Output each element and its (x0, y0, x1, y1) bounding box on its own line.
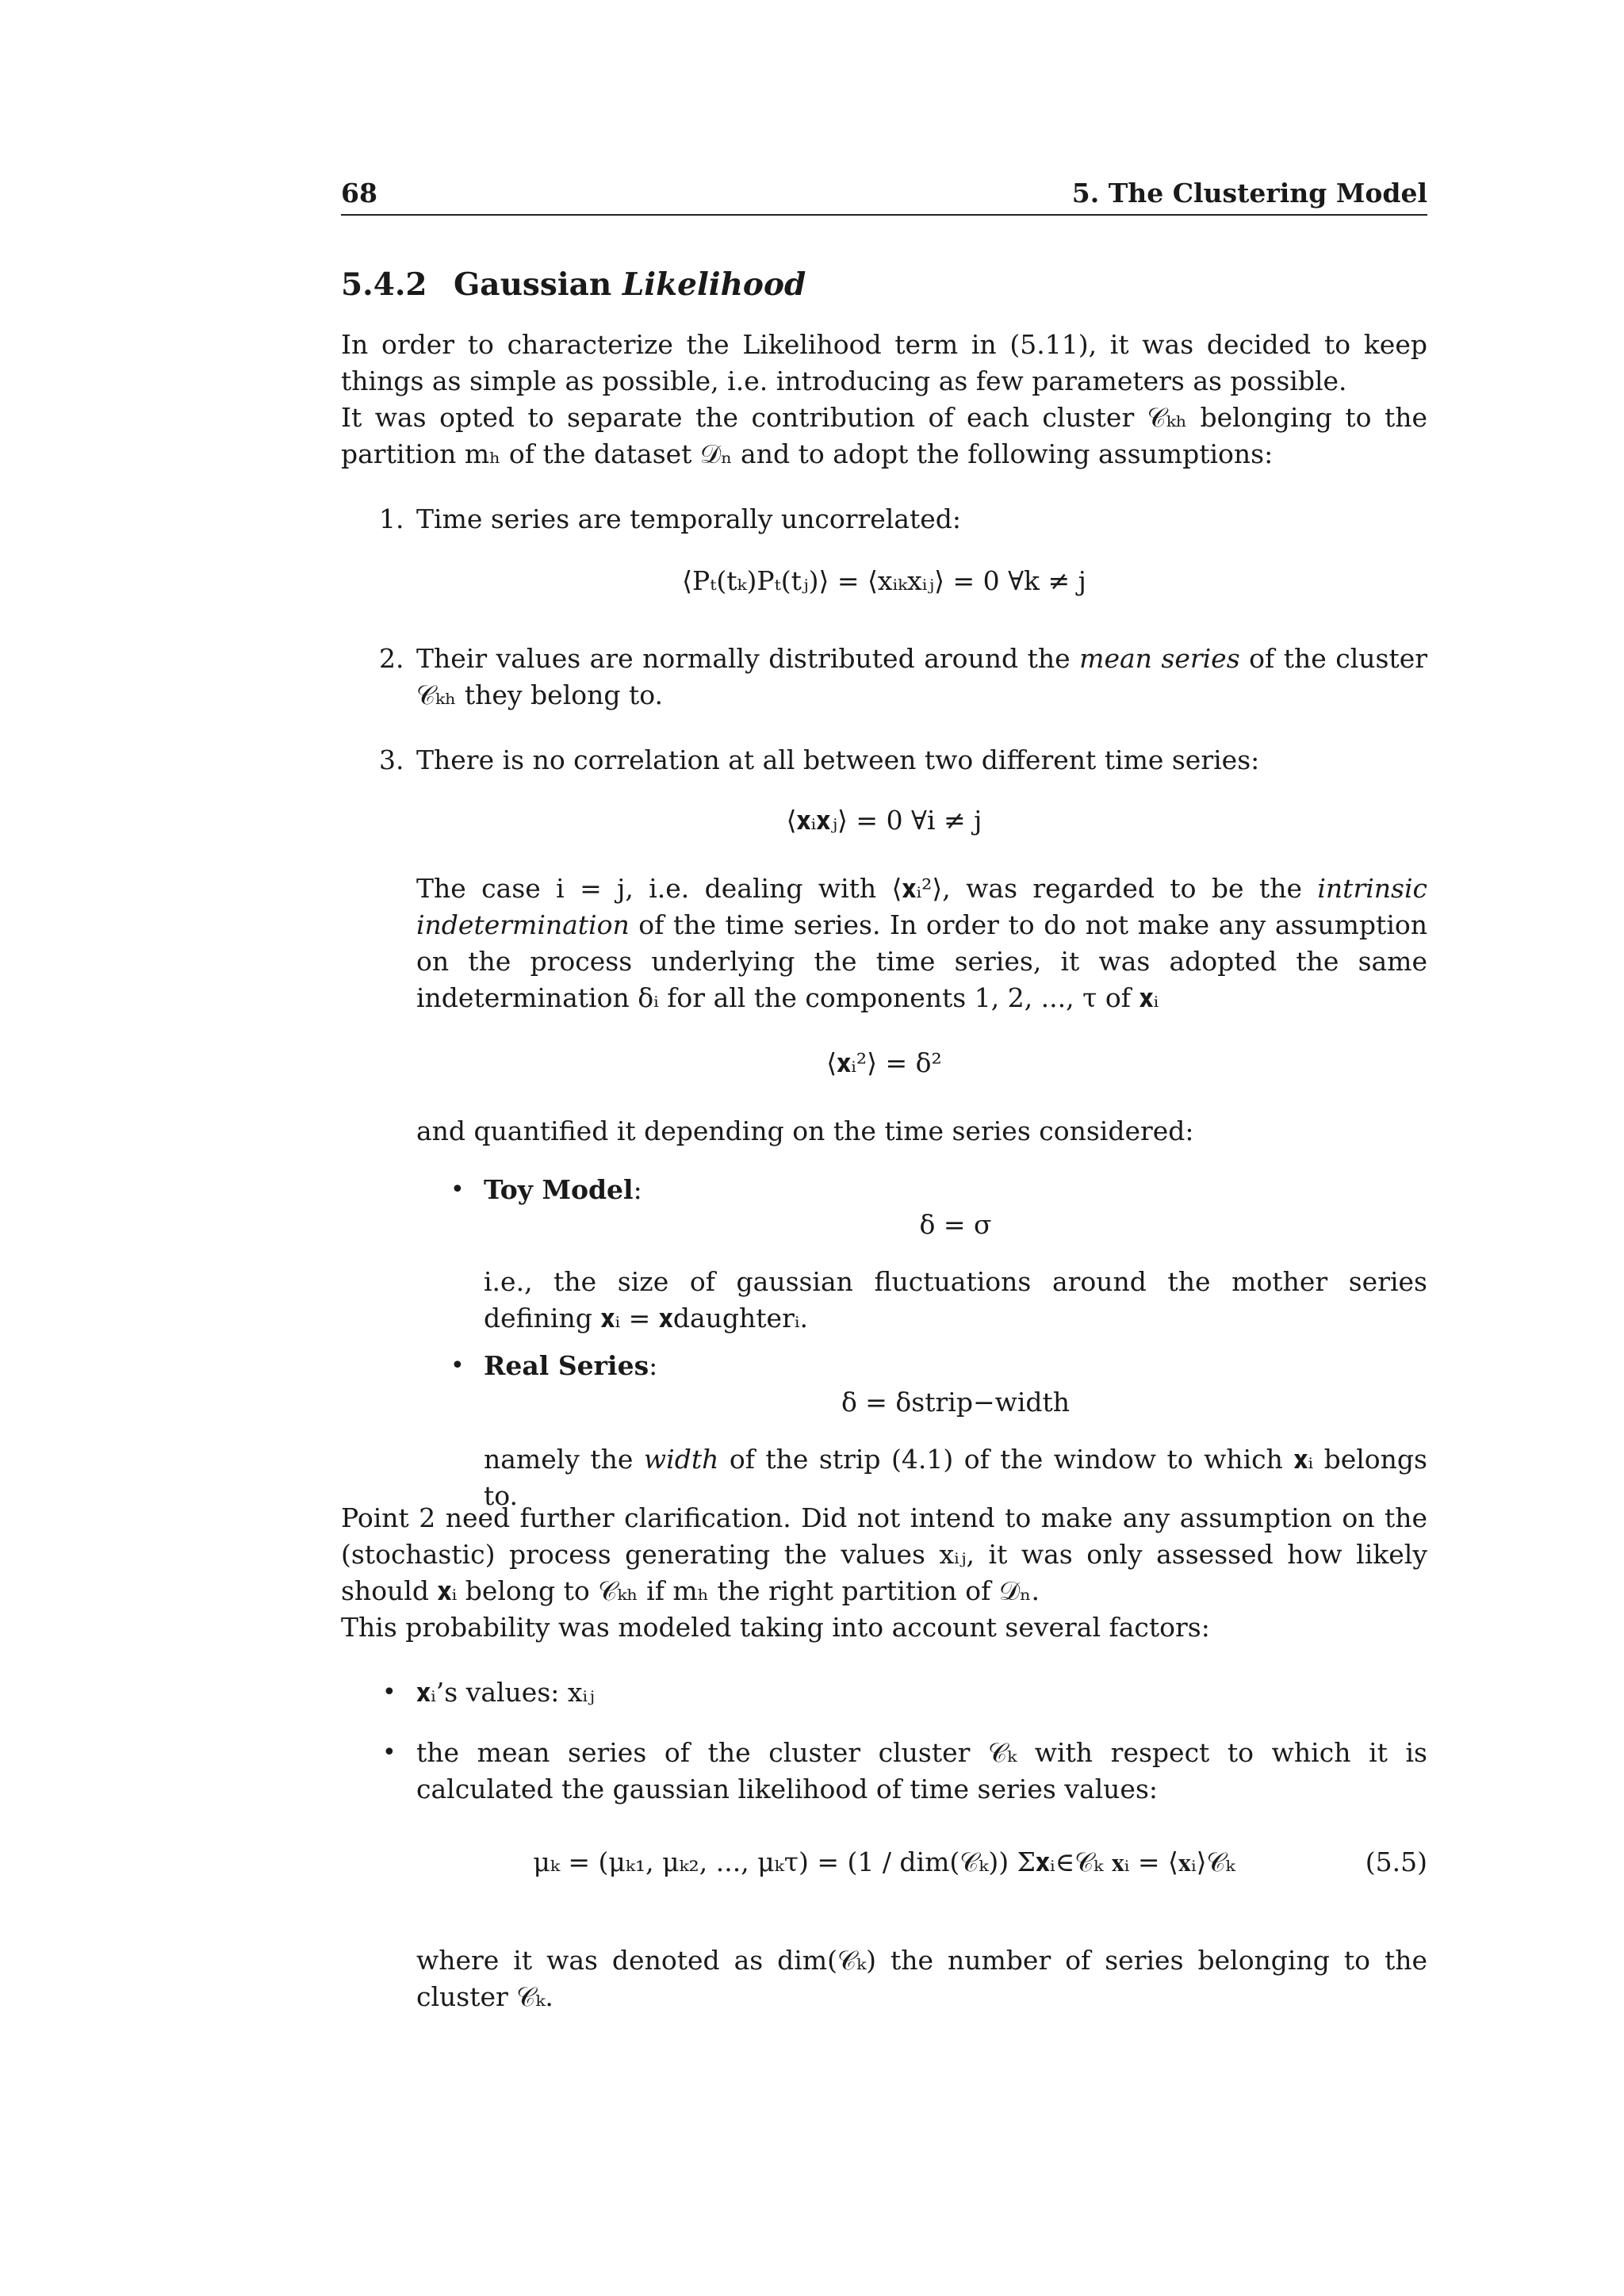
bullet-dot-icon: • (382, 1739, 396, 1766)
real-series-label: Real Series (484, 1350, 649, 1381)
equation-number: (5.5) (1365, 1846, 1427, 1877)
toy-model-colon: : (633, 1174, 642, 1205)
real-desc-italic: width (643, 1444, 719, 1475)
real-desc-b: of the strip (4.1) of the window to which 𝐱ᵢ belongs to. (484, 1444, 1427, 1511)
item3-para-italic: intrinsic indetermination (416, 873, 1427, 940)
factor-2: the mean series of the cluster cluster 𝒞ₖ with respect to which it is calculated the gaussian likelihood of time series values: (416, 1737, 1427, 1804)
toy-model-description: i.e., the size of gaussian fluctuations around the mother series defining 𝐱ᵢ = 𝐱daughterᵢ. (484, 1266, 1427, 1334)
list-marker-3: 3. (379, 744, 404, 775)
item3-para-a: The case i = j, i.e. dealing with ⟨𝐱ᵢ²⟩, was regarded to be the (416, 873, 1318, 904)
intro-line-2: It was opted to separate the contribution of each cluster 𝒞ₖₕ belonging to the partition mₕ of the dataset 𝒟ₙ and to adopt the following assumptions: (341, 402, 1427, 469)
item3-paragraph (416, 871, 1427, 1016)
equation-mean-series: μₖ = (μₖ₁, μₖ₂, ..., μₖτ) = (1 / dim(𝒞ₖ)) Σ𝐱ᵢ∈𝒞ₖ 𝐱ᵢ = ⟨𝐱ᵢ⟩𝒞ₖ (533, 1846, 1235, 1877)
bullet-dot-icon: • (450, 1176, 465, 1203)
real-desc-a: namely the (484, 1444, 644, 1475)
section-number: 5.4.2 (341, 266, 427, 303)
equation-real: δ = δstrip−width (841, 1387, 1071, 1418)
equation-toy: δ = σ (919, 1209, 992, 1240)
point2-text-2: This probability was modeled taking into account several factors: (341, 1612, 1210, 1643)
intro-paragraph (341, 327, 1427, 473)
section-title-italic: Likelihood (622, 266, 806, 303)
running-header (341, 174, 1427, 216)
sub-bullet-toy-model (484, 1172, 1427, 1208)
equation-temporal: ⟨Pₜ(tₖ)Pₜ(tⱼ)⟩ = ⟨xᵢₖxᵢⱼ⟩ = 0 ∀k ≠ j (682, 565, 1086, 596)
chapter-title: 5. The Clustering Model (1071, 178, 1427, 209)
point2-text: Point 2 need further clarification. Did not intend to make any assumption on the (stochastic) process generating the values xᵢⱼ, it was only assessed how likely should 𝐱ᵢ belong to 𝒞ₖₕ if mₕ the right partition of 𝒟ₙ. (341, 1502, 1427, 1606)
intro-line-1: In order to characterize the Likelihood term in (5.11), it was decided to keep things as simple as possible, i.e. introducing as few parameters as possible. (341, 329, 1427, 396)
closing-paragraph: where it was denoted as dim(𝒞ₖ) the number of series belonging to the cluster 𝒞ₖ. (416, 1945, 1427, 2012)
equation-series-correlation: ⟨𝐱ᵢ𝐱ⱼ⟩ = 0 ∀i ≠ j (786, 805, 982, 836)
factor-1: 𝐱ᵢ’s values: xᵢⱼ (416, 1677, 595, 1708)
list-item-2 (416, 641, 1427, 714)
section-heading (341, 266, 806, 303)
page-number: 68 (341, 178, 377, 209)
item2-text-b: of the cluster 𝒞ₖₕ they belong to. (416, 643, 1428, 710)
real-series-colon: : (649, 1350, 658, 1381)
list-marker-2: 2. (379, 643, 404, 674)
list-item-3: There is no correlation at all between two different time series: (416, 744, 1260, 775)
list-marker-1: 1. (379, 503, 404, 534)
item2-text-a: Their values are normally distributed around the (416, 643, 1080, 674)
item2-italic: mean series (1079, 643, 1240, 674)
point2-paragraph (341, 1500, 1427, 1646)
equation-indetermination: ⟨𝐱ᵢ²⟩ = δ² (826, 1047, 942, 1078)
list-item-1: Time series are temporally uncorrelated: (416, 503, 962, 534)
sub-bullet-real-series (484, 1348, 1427, 1384)
item3-para-c: of the time series. In order to do not make any assumption on the process underlying the time series, it was adopted the same indetermination δᵢ for all the components 1, 2, ..., τ of 𝐱ᵢ (416, 909, 1427, 1013)
bullet-dot-icon: • (450, 1352, 465, 1380)
toy-model-label: Toy Model (484, 1174, 634, 1205)
item3-after: and quantified it depending on the time series considered: (416, 1115, 1194, 1146)
bullet-dot-icon: • (382, 1678, 396, 1706)
section-title-plain: Gaussian (454, 266, 622, 303)
